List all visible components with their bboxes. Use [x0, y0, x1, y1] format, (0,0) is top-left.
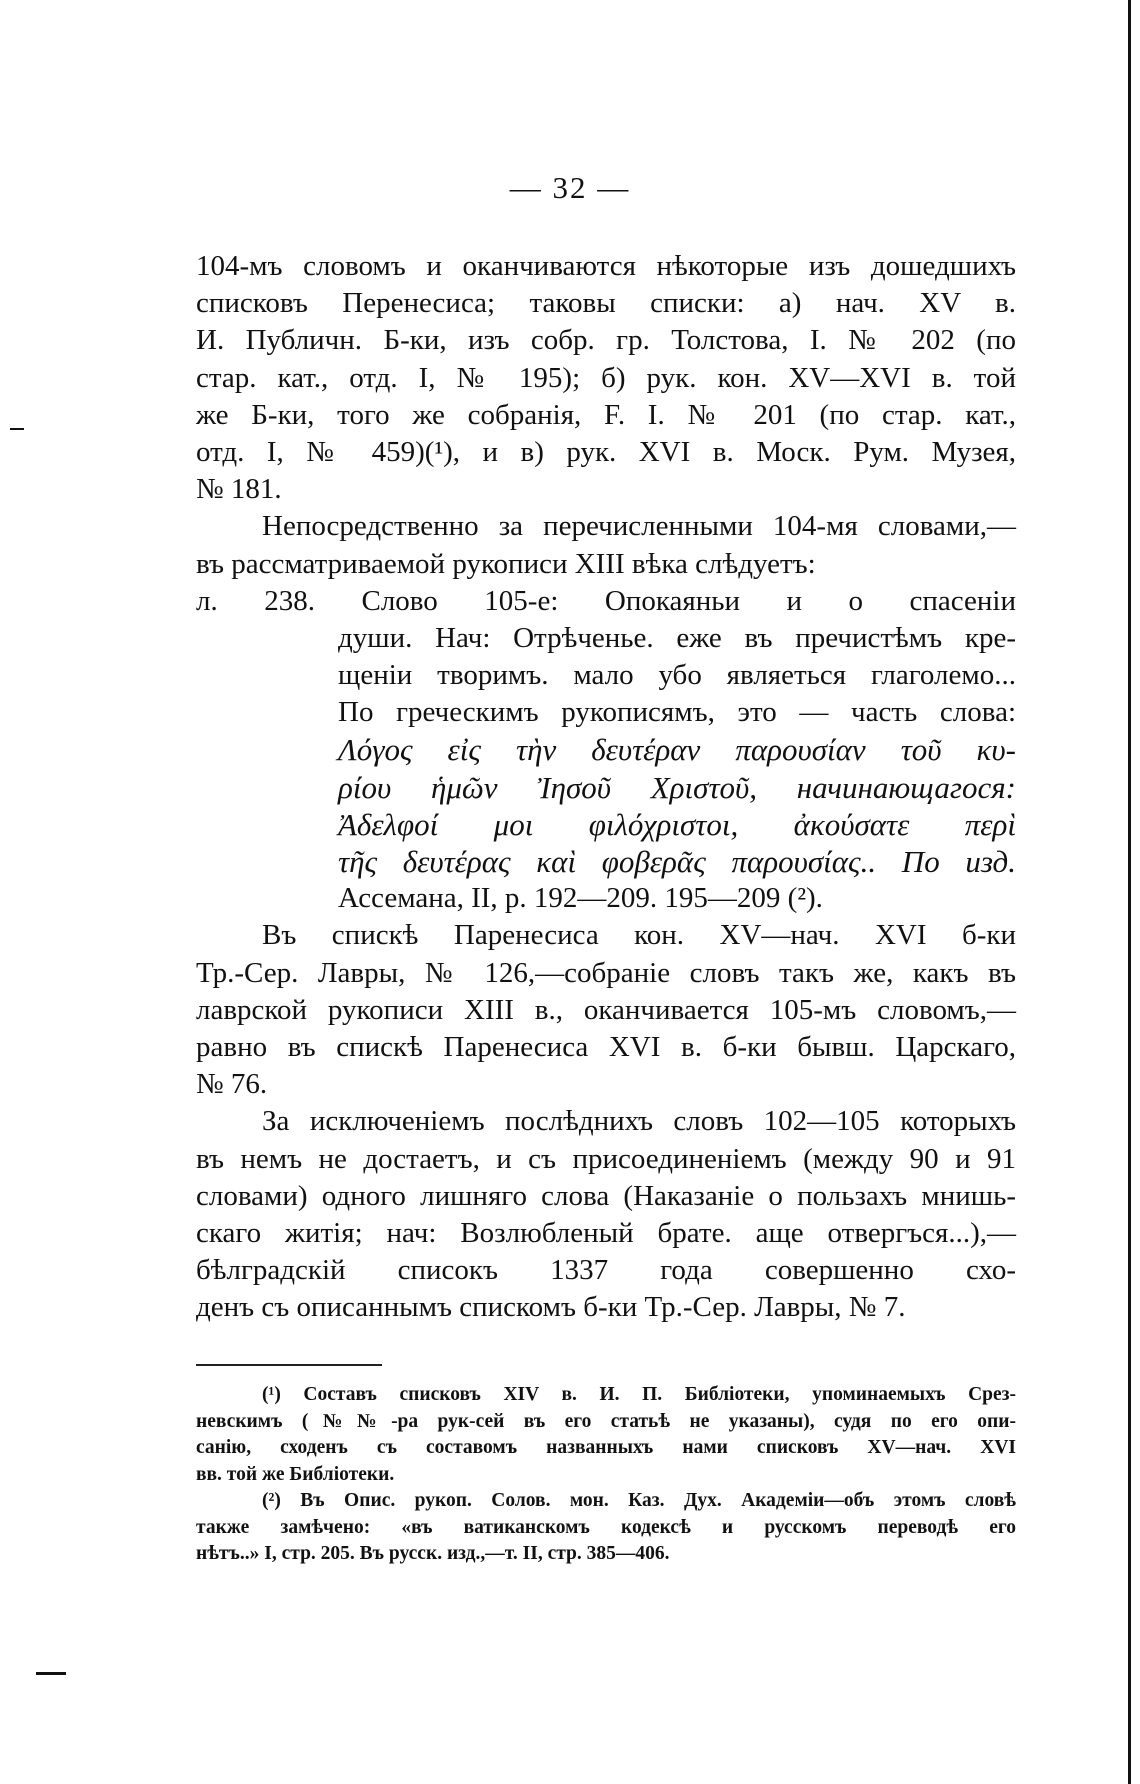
text-line-23: № 76.	[196, 1068, 268, 1101]
margin-dash	[10, 428, 24, 430]
text-line-3: И. Публичн. Б-ки, изъ собр. гр. Толстова, I. № 202 (по	[196, 324, 1016, 357]
text-line-5: же Б-ки, того же собранія, F. I. № 201 (по стар. кат.,	[196, 398, 1016, 431]
margin-dash-bottom	[36, 1672, 66, 1675]
footnote-line-3: санію, сходенъ съ составомъ названныхъ нами списковъ XV—нач. XVI	[196, 1437, 1016, 1458]
text-line-28: бѣлградскій списокъ 1337 года совершенно схо-	[196, 1254, 1016, 1287]
text-line-6: отд. I, № 459)(¹), и в) рук. XVI в. Моск. Рум. Музея,	[196, 435, 1016, 468]
text-line-26: словами) одного лишняго слова (Наказаніе о пользахъ мнишь-	[196, 1179, 1016, 1212]
text-line-2: списковъ Перенесиса; таковы списки: а) нач. XV в.	[196, 287, 1016, 320]
page-edge-line	[1128, 0, 1131, 1784]
page-number: — 32 —	[509, 170, 631, 205]
text-line-20: Тр.-Сер. Лавры, № 126,—собраніе словъ такъ же, какъ въ	[196, 956, 1016, 989]
footnote-line-7: нѣтъ..» I, стр. 205. Въ русск. изд.,—т. II, стр. 385—406.	[196, 1543, 670, 1564]
greek-line-2: ρίου ἡμῶν Ἰησοῦ Χριστοῦ, начинающагося:	[338, 769, 1016, 805]
footnote-line-6: также замѣчено: «въ ватиканскомъ кодексѣ и русскомъ переводѣ его	[196, 1516, 1016, 1538]
text-line-25: въ немъ не достаетъ, и съ присоединеніемъ (между 90 и 91	[196, 1142, 1016, 1175]
text-line-8: Непосредственно за перечисленными 104-мя словами,—	[262, 510, 1016, 543]
text-line-29: денъ съ описаннымъ спискомъ б-ки Тр.-Сер. Лавры, № 7.	[196, 1291, 906, 1324]
footnote-line-4: вв. той же Библіотеки.	[196, 1463, 395, 1485]
text-line-21: лаврской рукописи XIII в., оканчивается 105-мъ словомъ,—	[196, 993, 1016, 1026]
text-line-19: Въ спискѣ Паренесиса кон. XV—нач. XVI б-ки	[262, 919, 1016, 952]
footnotes	[196, 1382, 1016, 1568]
footnote-line-5: (²) Въ Опис. рукоп. Солов. мон. Каз. Дух. Академіи—объ этомъ словѣ	[262, 1490, 1016, 1511]
text-line-10: л. 238. Слово 105-е: Опокаяньи и о спасеніи	[196, 584, 1016, 617]
greek-line-3: Ἀδελφοί μοι φιλόχριστοι, ἀκούσατε περὶ	[338, 806, 1016, 842]
text-line-13: По греческимъ рукописямъ, это — часть слова:	[338, 696, 1016, 729]
main-text	[196, 248, 1016, 1326]
footnote-line-2: невскимъ (№№-ра рук-сей въ его статьѣ не указаны), судя по его опи-	[196, 1410, 1016, 1432]
text-line-7: № 181.	[196, 473, 282, 506]
text-line-27: скаго житія; нач: Возлюбленый брате. аще отвергъся...),—	[196, 1216, 1016, 1249]
footnote-divider	[196, 1364, 382, 1366]
text-line-22: равно въ спискѣ Паренесиса XVI в. б-ки бывш. Царскаго,	[196, 1030, 1016, 1063]
text-line-11: души. Нач: Отрѣченье. еже въ пречистѣмъ кре-	[338, 621, 1016, 654]
text-line-18: Ассемана, II, р. 192—209. 195—209 (²).	[338, 882, 823, 915]
text-line-9: въ рассматриваемой рукописи XIII вѣка слѣдуетъ:	[196, 547, 816, 580]
text-line-4: стар. кат., отд. I, № 195); б) рук. кон. XV—XVI в. той	[196, 361, 1016, 394]
greek-line-1: Λόγος εἰς τὴν δευτέραν παρουσίαν τοῦ κυ-	[338, 732, 1016, 768]
text-line-24: За исключеніемъ послѣднихъ словъ 102—105 которыхъ	[262, 1105, 1016, 1138]
footnote-line-1: (¹) Составъ списковъ XIV в. И. П. Библіотеки, упоминаемыхъ Срез-	[262, 1384, 1016, 1405]
text-line-12: щеніи творимъ. мало убо являеться глаголемо...	[338, 659, 1016, 692]
text-line-1: 104-мъ словомъ и оканчиваются нѣкоторые изъ дошедшихъ	[196, 250, 1016, 282]
greek-line-4: τῆς δευτέρας καὶ φοβερᾶς παρουσίας.. По изд.	[338, 844, 1016, 879]
